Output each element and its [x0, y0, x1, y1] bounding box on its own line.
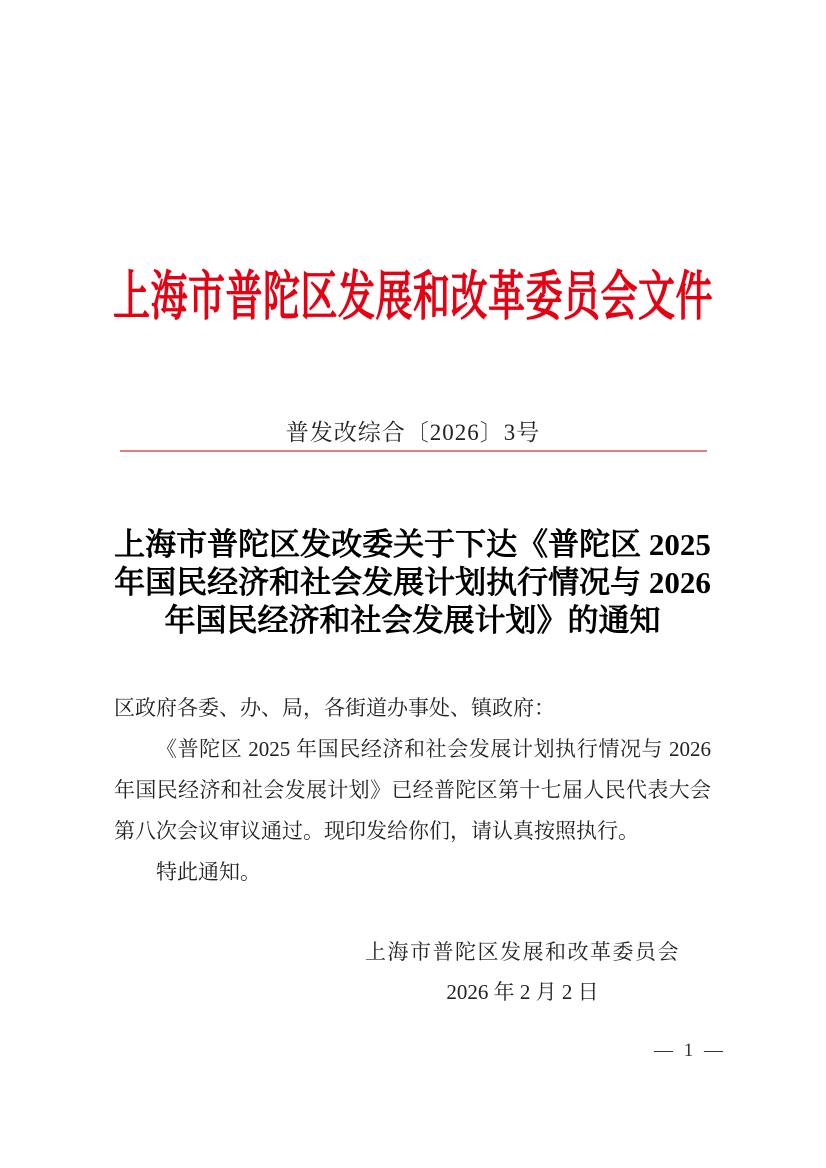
body-line: 第八次会议审议通过。现印发给你们，请认真按照执行。: [114, 819, 639, 843]
body-line: 《普陀区 2025 年国民经济和社会发展计划执行情况与 2026: [156, 737, 711, 761]
document-title: [114, 526, 711, 640]
document-body: [114, 688, 711, 893]
signature-block: [365, 932, 680, 1012]
document-title-line: 年国民经济和社会发展计划》的通知: [164, 603, 661, 638]
letterhead-org-title: 上海市普陀区发展和改革委员会文件: [113, 268, 713, 328]
document-number: 普发改综合〔2026〕3号: [285, 420, 541, 445]
signature-organization: 上海市普陀区发展和改革委员会: [365, 940, 680, 964]
body-salutation: 区政府各委、办、局，各街道办事处、镇政府：: [114, 696, 555, 720]
body-closing: 特此通知。: [156, 860, 261, 884]
page-number: — 1 —: [654, 1040, 726, 1061]
body-line: 年国民经济和社会发展计划》已经普陀区第十七届人民代表大会: [114, 778, 711, 802]
red-rule-divider: [120, 450, 707, 452]
document-title-line: 上海市普陀区发改委关于下达《普陀区 2025: [114, 527, 711, 562]
document-title-line: 年国民经济和社会发展计划执行情况与 2026: [114, 565, 711, 600]
signature-date: 2026 年 2 月 2 日: [446, 980, 599, 1004]
